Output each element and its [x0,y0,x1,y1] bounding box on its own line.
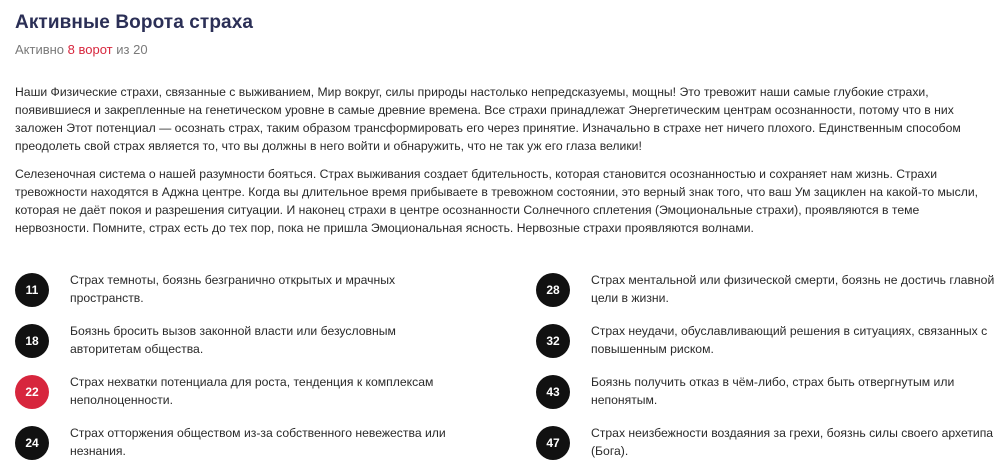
gate-description: Страх ментальной или физической смерти, боязнь не достичь главной цели в жизни. [591,273,995,305]
gate-description: Страх отторжения обществом из-за собственного невежества или незнания. [70,426,446,458]
active-count-suffix: из 20 [116,42,148,57]
gate-description: Боязнь бросить вызов законной власти или безусловным авторитетам общества. [70,324,396,356]
gate-number-badge: 43 [536,375,570,409]
gate-description: Боязнь получить отказ в чём-либо, страх быть отвергнутым или непонятым. [591,375,955,407]
gate-description: Страх темноты, боязнь безгранично открытых и мрачных пространств. [70,273,396,305]
gate-description: Страх неизбежности воздаяния за грехи, боязнь силы своего архетипа (Бога). [591,426,994,458]
gate-number-badge-active: 22 [15,375,49,409]
active-count-value: 8 ворот [67,42,113,57]
gate-number-badge: 32 [536,324,570,358]
gate-item-28 [536,271,996,313]
gate-item-24 [15,424,475,466]
gate-number-badge: 47 [536,426,570,460]
description-paragraph-2: Селезеночная система о нашей разумности бояться. Страх выживания создает бдительность, которая становится осознанностью и сохраняет нам жизнь. Страхи тревожности находятся в Аджна центре. Когда вы длительное время прибываете в тревожном состоянии, это верный знак того, что ваш Ум зациклен на какой-то мысли, которая не даёт покоя и разрешения ситуации. И наконец страхи в центре осознанности Солнечного сплетения (Эмоциональные страхи), проявляются в теме нервозности. Помните, страх есть до тех пор, пока не пришла Эмоциональная ясность. Нервозные страхи проявляются волнами. [15,167,979,235]
active-count [15,42,148,57]
gate-item-18 [15,322,475,364]
gate-number-badge: 18 [15,324,49,358]
gate-item-22 [15,373,475,415]
page-title: Активные Ворота страха [15,12,254,33]
active-count-prefix: Активно [15,42,65,57]
gate-item-32 [536,322,996,364]
gate-description: Страх неудачи, обуславливающий решения в ситуациях, связанных с повышенным риском. [591,324,988,356]
gate-description: Страх нехватки потенциала для роста, тенденция к комплексам неполноценности. [70,375,434,407]
gate-item-11 [15,271,475,313]
gate-item-47 [536,424,996,466]
gate-number-badge: 28 [536,273,570,307]
gate-number-badge: 24 [15,426,49,460]
gate-number-badge: 11 [15,273,49,307]
gate-item-43 [536,373,996,415]
description-paragraph-1: Наши Физические страхи, связанные с выживанием, Мир вокруг, силы природы настолько непредсказуемы, мощны! Это тревожит наши самые глубокие страхи, появившиеся и закрепленные на генетическом уровне в самые древние времена. Все страхи принадлежат Энергетическим центрам осознанности, потому что в них заложен Этот потенциал — осознать страх, таким образом трансформировать его через принятие. Изначально в страхе нет ничего плохого. Единственным способом преодолеть свой страх является то, что вы должны в него войти и обнаружить, что не так уж его глаза велики! [15,85,961,153]
